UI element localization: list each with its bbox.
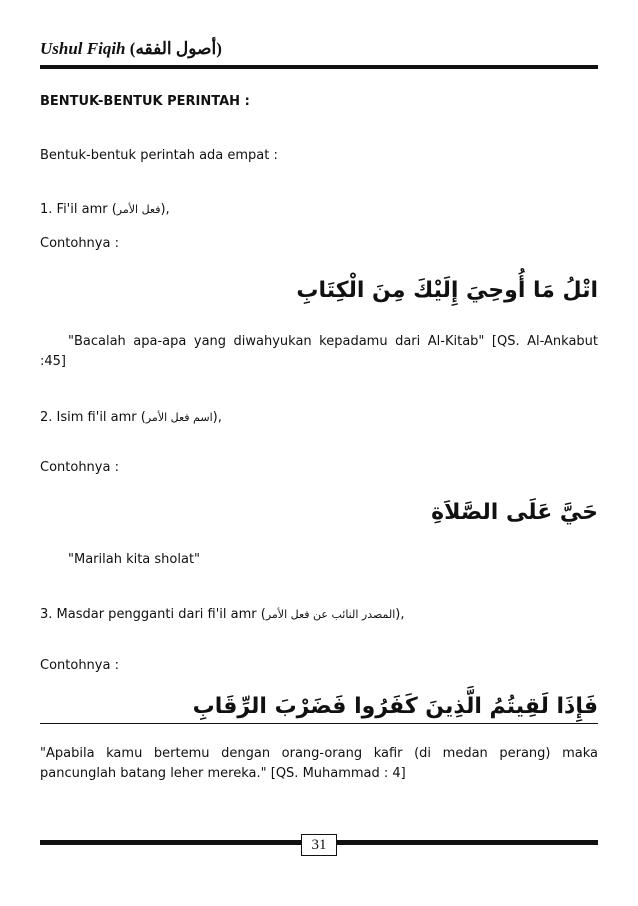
item-1-label (40, 200, 598, 220)
item-1-translation: "Bacalah apa-apa yang diwahyukan kepadamu dari Al-Kitab" [QS. Al-Ankabut :45] (40, 334, 598, 369)
item-3-translation: "Apabila kamu bertemu dengan orang-orang kafir (di medan perang) maka pancunglah batang leher mereka." [QS. Muhammad : 4] (40, 746, 598, 781)
item-1-arabic-example (40, 274, 598, 308)
item-2-label-end: ), (212, 410, 222, 425)
item-2-arabic-example-text: حَيَّ عَلَى الصَّلاَةِ (431, 500, 598, 525)
item-3-label-end: ), (395, 607, 405, 622)
item-3-label-text: 3. Masdar pengganti dari fi'il amr ( (40, 607, 266, 622)
item-3-arabic-example-text: فَإِذَا لَقِيتُمُ الَّذِينَ كَفَرُوا فَضَرْبَ الرِّقَابِ (192, 694, 598, 719)
item-2-label-text: 2. Isim fi'il amr ( (40, 410, 146, 425)
item-1-arabic-term: فعل الأمر (116, 203, 161, 216)
item-3-example-label: Contohnya : (40, 658, 119, 673)
item-2-label (40, 408, 598, 428)
item-3-verse-underline (40, 723, 598, 724)
item-2-example-label: Contohnya : (40, 460, 119, 475)
item-3-label (40, 605, 598, 625)
item-3-arabic-term: المصدر النائب عن فعل الأمر (265, 608, 396, 621)
header-title-latin: Ushul Fiqih (40, 39, 126, 58)
item-2-arabic-term: اسم فعل الأمر (145, 411, 213, 424)
header-rule (40, 65, 598, 69)
intro-text: Bentuk-bentuk perintah ada empat : (40, 148, 278, 163)
item-1-label-end: ), (160, 202, 170, 217)
item-1-arabic-example-text: اتْلُ مَا أُوحِيَ إِلَيْكَ مِنَ الْكِتَابِ (296, 278, 598, 303)
item-1-label-text: 1. Fi'il amr ( (40, 202, 117, 217)
page-header (40, 38, 598, 60)
item-1-example-label: Contohnya : (40, 236, 119, 251)
item-2-translation: "Marilah kita sholat" (68, 552, 201, 567)
header-title (40, 38, 598, 60)
item-2-arabic-example (40, 496, 598, 530)
item-3-arabic-example (40, 690, 598, 724)
header-title-arabic: (أصول الفقه) (129, 39, 222, 58)
page-number: 31 (301, 834, 337, 856)
section-heading: BENTUK-BENTUK PERINTAH : (40, 94, 250, 109)
